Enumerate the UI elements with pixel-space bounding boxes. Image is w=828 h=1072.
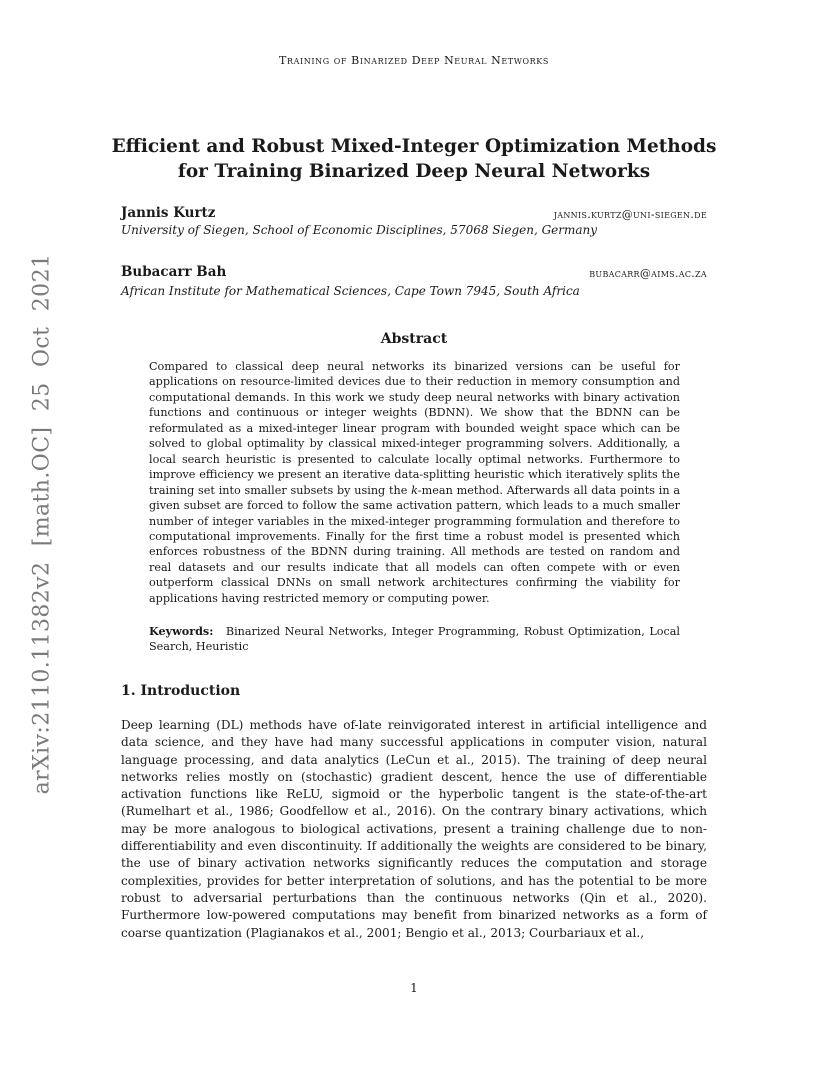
running-head: Training of Binarized Deep Neural Networks xyxy=(279,54,549,67)
author-name-1: Jannis Kurtz xyxy=(121,205,216,221)
page-number: 1 xyxy=(410,981,418,995)
abstract-body xyxy=(149,359,680,606)
introduction-body: Deep learning (DL) methods have of-late reinvigorated interest in artificial intelligence and data science, and they have had many successful applications in computer vision, natural language processing, and data analytics (LeCun et al., 2015). The training of deep neural networks relies mostly on (stochastic) gradient descent, hence the use of differentiable activation functions like ReLU, sigmoid or the hyperbolic tangent is the state-of-the-art (Rumelhart et al., 1986; Goodfellow et al., 2016). On the contrary binary activations, which may be more analogous to biological activations, present a training challenge due to non-differentiability and even discontinuity. If additionally the weights are considered to be binary, the use of binary activation networks significantly reduces the computation and storage complexities, provides for better interpretation of solutions, and has the potential to be more robust to adversarial perturbations than the continuous networks (Qin et al., 2020). Furthermore low-powered computations may benefit from binarized networks as a form of coarse quantization (Plagianakos et al., 2001; Bengio et al., 2013; Courbariaux et al., xyxy=(121,718,707,940)
paper-title-line-2: for Training Binarized Deep Neural Networks xyxy=(177,161,651,182)
paper-title xyxy=(100,134,728,184)
author-affiliation-1: University of Siegen, School of Economic Disciplines, 57068 Siegen, Germany xyxy=(121,223,598,237)
abstract-text-part-2: -mean method. Afterwards all data points in a given subset are forced to follow the same activation pattern, which leads to a much smaller number of integer variables in the mixed-integer programming formulation and therefore to computational improvements. Finally for the first time a robust model is presented which enforces robustness of the BDNN during training. All methods are tested on random and real datasets and our results indicate that all models can often compete with or even outperform classical DNNs on small network architectures confirming the viability for applications having restricted memory or computing power. xyxy=(149,483,681,605)
abstract-text-part-1: Compared to classical deep neural networks its binarized versions can be useful for applications on resource-limited devices due to their reduction in memory consumption and computational demands. In this work we study deep neural networks with binary activation functions and continuous or integer weights (BDNN). We show that the BDNN can be reformulated as a mixed-integer linear program with bounded weight space which can be solved to global optimality by classical mixed-integer programming solvers. Additionally, a local search heuristic is presented to calculate locally optimal networks. Furthermore to improve efficiency we present an iterative data-splitting heuristic which iteratively splits the training set into smaller subsets by using the xyxy=(149,360,680,497)
arxiv-identifier-text: arXiv:2110.11382v2 [math.OC] 25 Oct 2021 xyxy=(29,253,55,795)
keywords-text: Binarized Neural Networks, Integer Programming, Robust Optimization, Local Search, Heuristic xyxy=(149,625,680,654)
keywords xyxy=(149,624,680,655)
author-affiliation-2: African Institute for Mathematical Sciences, Cape Town 7945, South Africa xyxy=(121,284,580,298)
section-heading-introduction: 1. Introduction xyxy=(121,683,241,699)
author-email-2: bubacarr@aims.ac.za xyxy=(589,267,707,280)
paper-title-line-1: Efficient and Robust Mixed-Integer Optimization Methods xyxy=(111,136,717,157)
k-symbol: k xyxy=(411,483,418,497)
abstract-heading: Abstract xyxy=(380,331,448,347)
author-name-2: Bubacarr Bah xyxy=(121,264,227,280)
author-email-1: jannis.kurtz@uni-siegen.de xyxy=(553,208,707,221)
keywords-label: Keywords: xyxy=(149,624,214,638)
